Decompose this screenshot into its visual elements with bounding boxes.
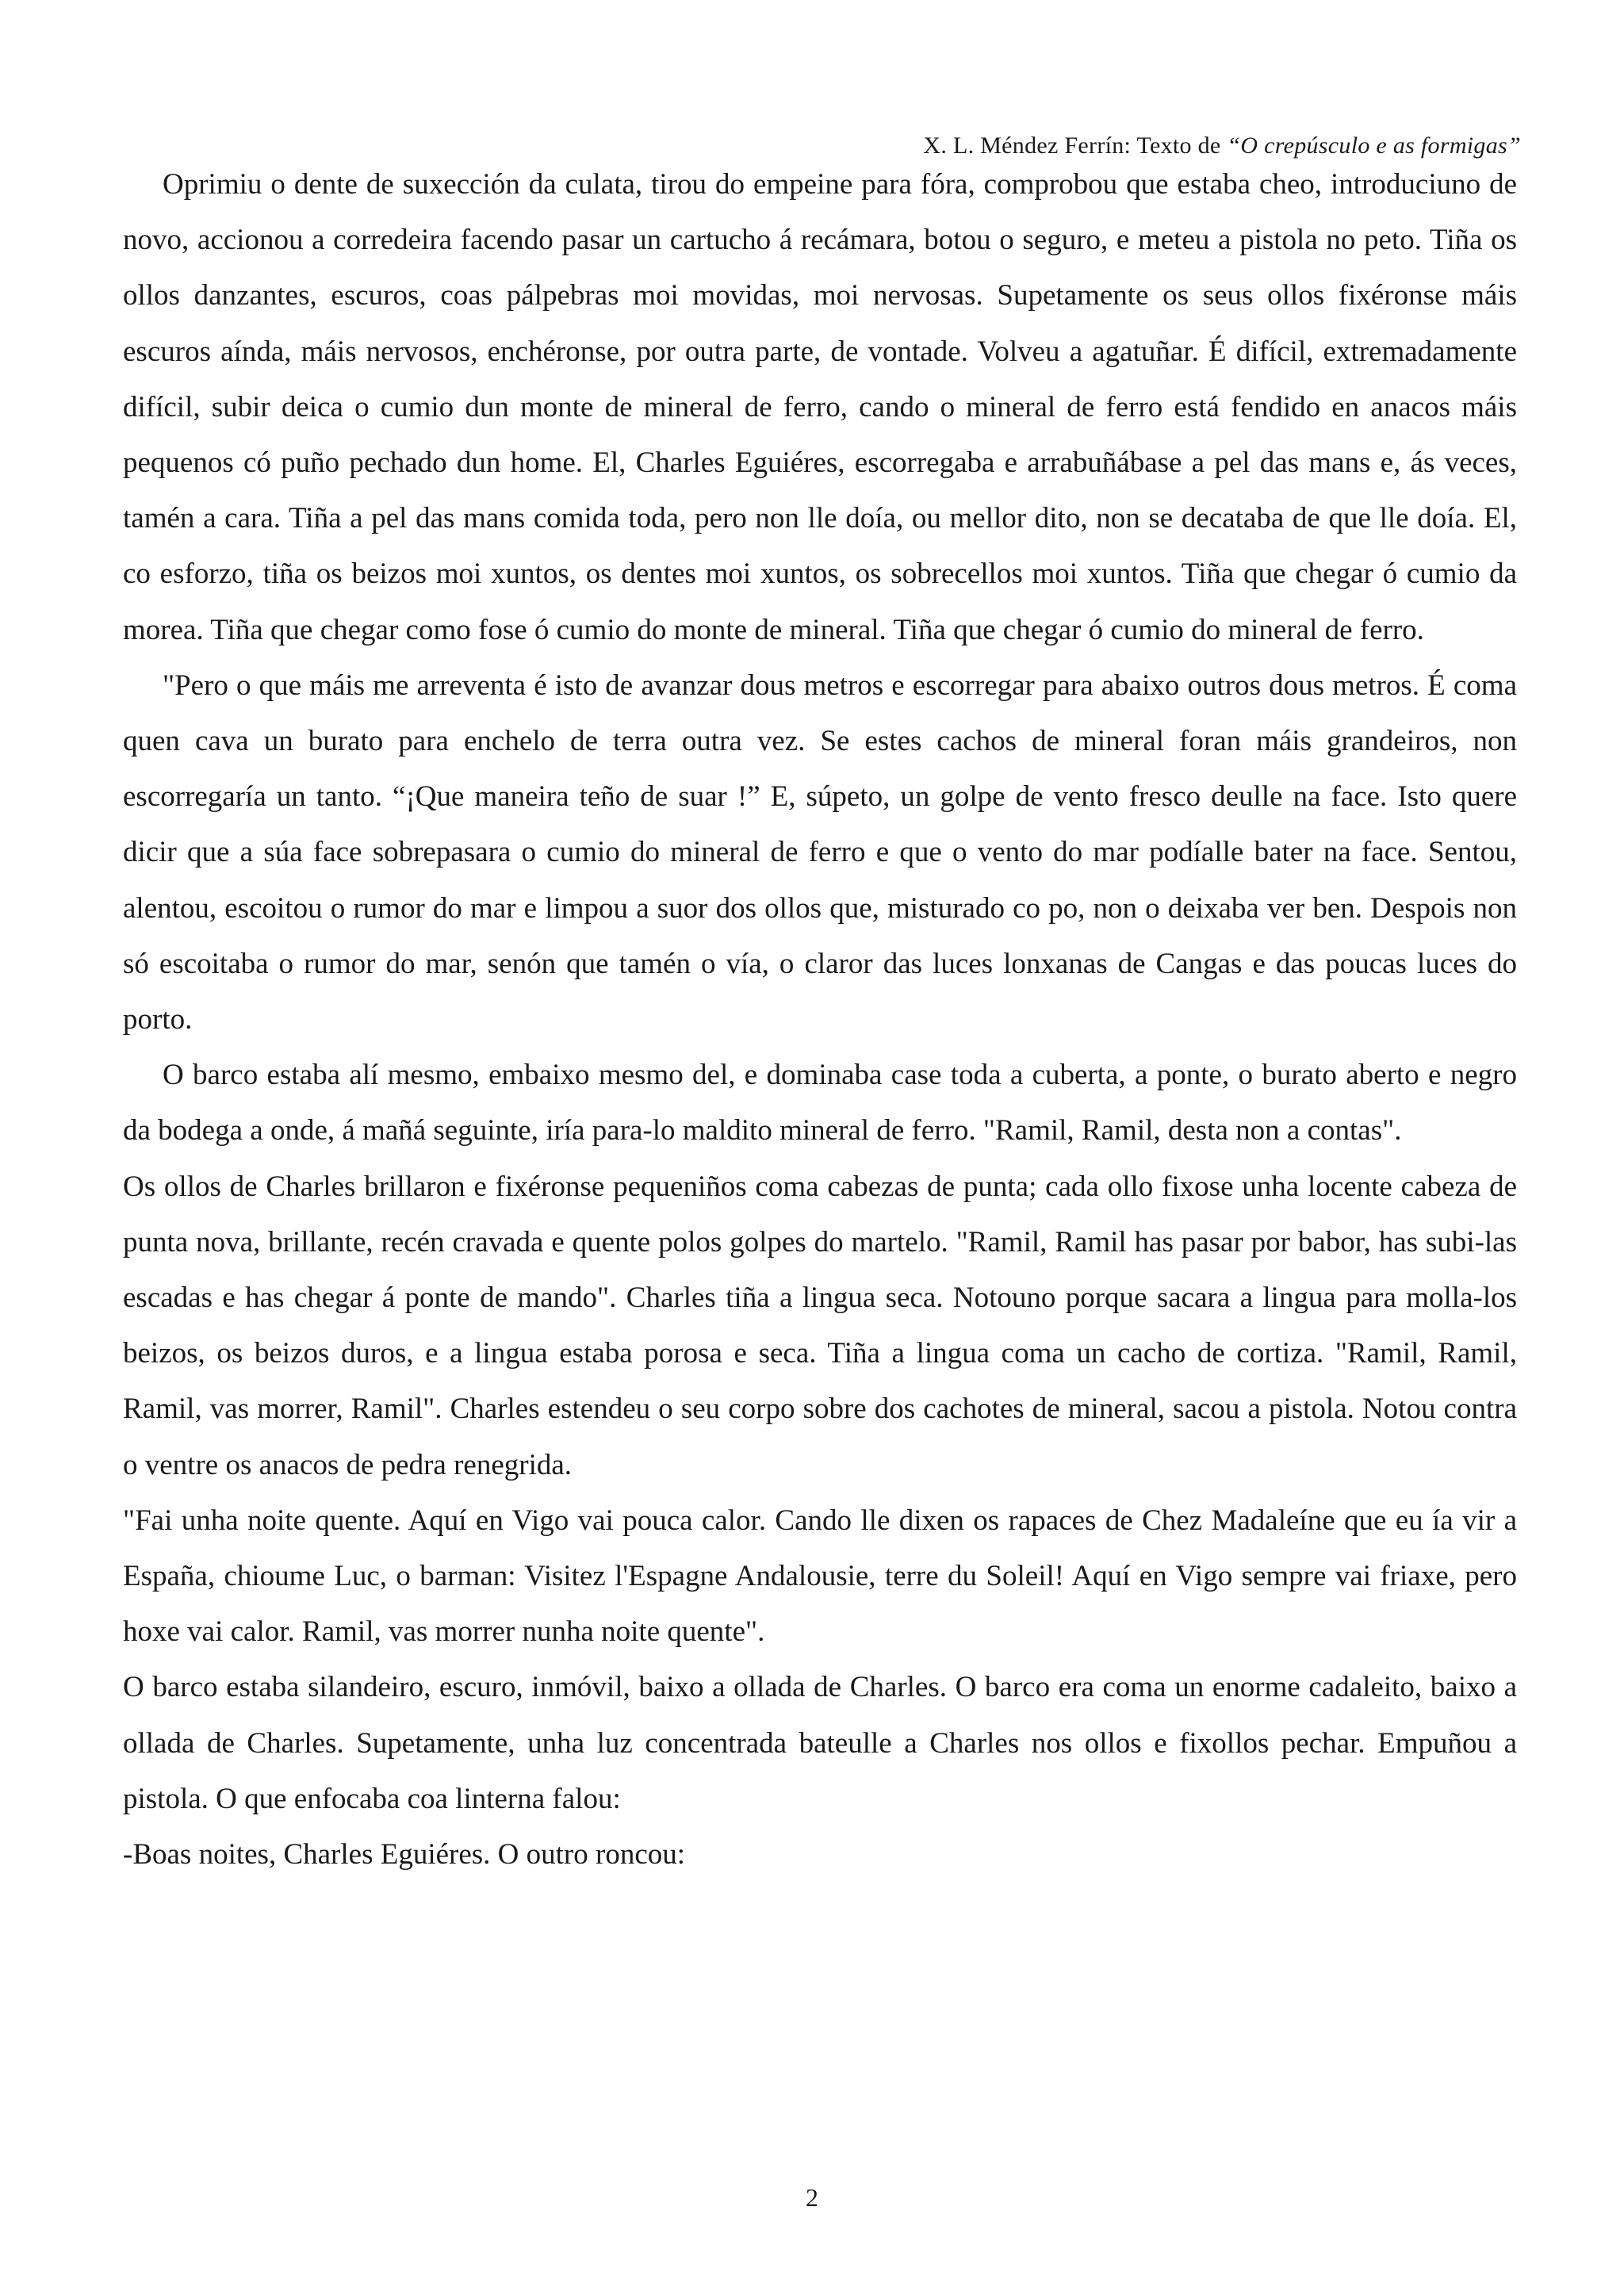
page-number: 2 bbox=[806, 2183, 818, 2212]
paragraph: O barco estaba silandeiro, escuro, inmóvil, baixo a ollada de Charles. O barco era coma un enorme cadaleito, baixo a ollada de Charles. Supetamente, unha luz concentrada bateulle a Charles nos ollos e fixollos pechar. Empuñou a pistola. O que enfocaba coa linterna falou: bbox=[123, 1671, 1517, 1815]
header-author: X. L. Méndez Ferrín: Texto de bbox=[923, 132, 1221, 159]
header-work-title: “O crepúsculo e as formigas” bbox=[1227, 132, 1521, 159]
paragraph: "Fai unha noite quente. Aquí en Vigo vai pouca calor. Cando lle dixen os rapaces de Chez Madaleíne que eu ía vir a España, chioume Luc, o barman: Visitez l'Espagne Andalousie, terre du Soleil! Aquí en Vigo sempre vai friaxe, pero hoxe vai calor. Ramil, vas morrer nunha noite quente". bbox=[123, 1504, 1517, 1649]
paragraph: "Pero o que máis me arreventa é isto de avanzar dous metros e escorregar para abaixo outros dous metros. É coma quen cava un burato para enchelo de terra outra vez. Se estes cachos de mineral foran máis grandeiros, non escorregaría un tanto. “¡Que maneira teño de suar !” E, súpeto, un golpe de vento fresco deulle na face. Isto quere dicir que a súa face sobrepasara o cumio do mineral de ferro e que o vento do mar podíalle bater na face. Sentou, alentou, escoitou o rumor do mar e limpou a suor dos ollos que, misturado co po, non o deixaba ver ben. Despois non só escoitaba o rumor do mar, senón que tamén o vía, o claror das luces lonxanas de Cangas e das poucas luces do porto. bbox=[123, 669, 1517, 1036]
paragraph: Os ollos de Charles brillaron e fixéronse pequeniños coma cabezas de punta; cada ollo fixose unha locente cabeza de punta nova, brillante, recén cravada e quente polos golpes do martelo. "Ramil, Ramil has pasar por babor, has subi-las escadas e has chegar á ponte de mando". Charles tiña a lingua seca. Notouno porque sacara a lingua para molla-los beizos, os beizos duros, e a lingua estaba porosa e seca. Tiña a lingua coma un cacho de cortiza. "Ramil, Ramil, Ramil, vas morrer, Ramil". Charles estendeu o seu corpo sobre dos cachotes de mineral, sacou a pistola. Notou contra o ventre os anacos de pedra renegrida. bbox=[123, 1170, 1517, 1481]
paragraph: -Boas noites, Charles Eguiéres. O outro roncou: bbox=[123, 1838, 686, 1871]
paragraph: O barco estaba alí mesmo, embaixo mesmo del, e dominaba case toda a cuberta, a ponte, o burato aberto e negro da bodega a onde, á mañá seguinte, iría para-lo maldito mineral de ferro. "Ramil, Ramil, desta non a contas". bbox=[123, 1059, 1517, 1147]
body-text bbox=[123, 157, 1517, 1883]
paragraph: Oprimiu o dente de suxección da culata, tirou do empeine para fóra, comprobou que estaba cheo, introduciuno de novo, accionou a corredeira facendo pasar un cartucho á recámara, botou o seguro, e meteu a pistola no peto. Tiña os ollos danzantes, escuros, coas pálpebras moi movidas, moi nervosas. Supetamente os seus ollos fixéronse máis escuros aínda, máis nervosos, enchéronse, por outra parte, de vontade. Volveu a agatuñar. É difícil, extremadamente difícil, subir deica o cumio dun monte de mineral de ferro, cando o mineral de ferro está fendido en anacos máis pequenos có puño pechado dun home. El, Charles Eguiéres, escorregaba e arrabuñábase a pel das mans e, ás veces, tamén a cara. Tiña a pel das mans comida toda, pero non lle doía, ou mellor dito, non se decataba de que lle doía. El, co esforzo, tiña os beizos moi xuntos, os dentes moi xuntos, os sobrecellos moi xuntos. Tiña que chegar ó cumio da morea. Tiña que chegar como fose ó cumio do monte de mineral. Tiña que chegar ó cumio do mineral de ferro. bbox=[123, 168, 1517, 646]
